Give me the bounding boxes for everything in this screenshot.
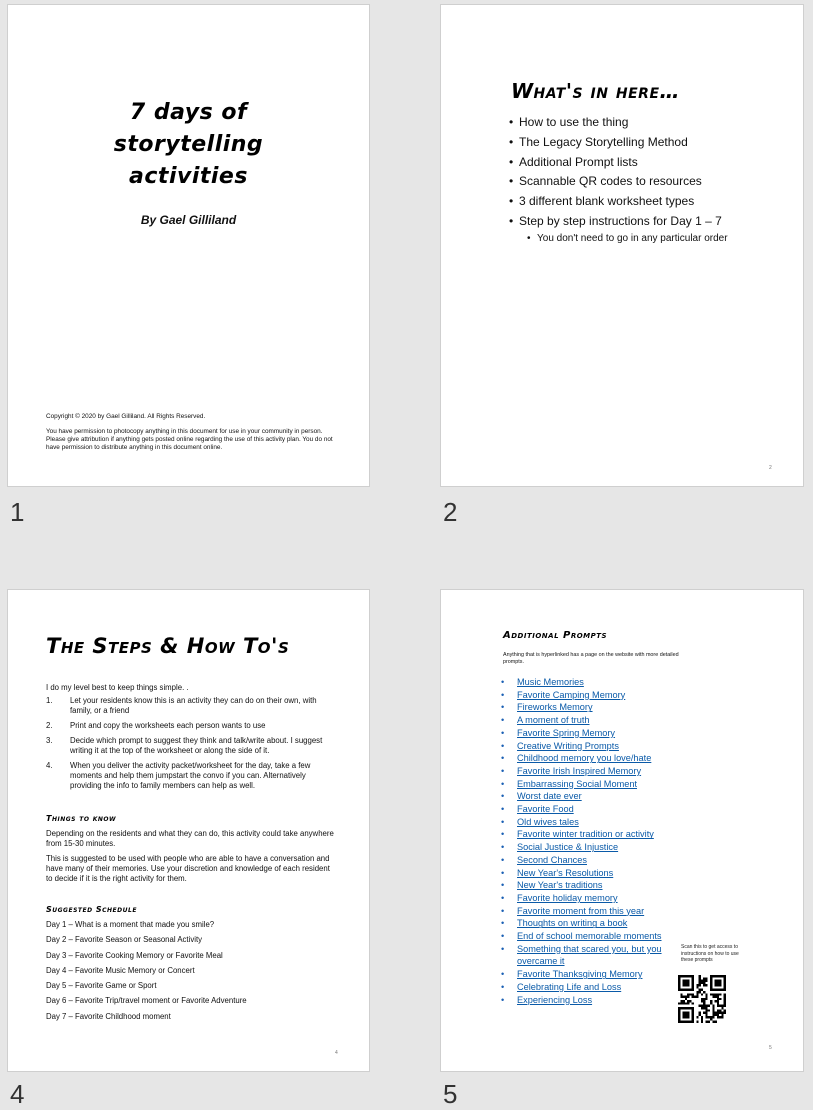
list-item: • Additional Prompt lists xyxy=(509,154,638,169)
list-item: Day 7 – Favorite Childhood moment xyxy=(46,1011,171,1021)
prompt-list-item xyxy=(501,879,691,892)
bullet: • xyxy=(501,727,505,738)
prompt-list-item xyxy=(501,676,691,689)
page-thumbnail-2[interactable] xyxy=(440,4,804,487)
list-item: Day 1 – What is a moment that made you smile? xyxy=(46,920,215,929)
prompt-link[interactable]: Creative Writing Prompts xyxy=(517,740,619,751)
prompt-list-item xyxy=(501,994,691,1007)
prompt-list-item xyxy=(501,905,691,918)
prompt-link[interactable]: Second Chances xyxy=(517,854,587,865)
bullet: • xyxy=(501,689,505,700)
prompts-list xyxy=(501,676,691,1006)
list-item: • Step by step instructions for Day 1 – 7 xyxy=(509,213,722,228)
prompt-list-item xyxy=(501,968,691,981)
bullet: • xyxy=(501,892,505,903)
page-label-4: 4 xyxy=(10,1079,25,1109)
page-number: 4 xyxy=(335,1050,338,1056)
prompt-link[interactable]: A moment of truth xyxy=(517,715,590,726)
list-item: Day 6 – Favorite Trip/travel moment or Favorite Adventure xyxy=(46,996,247,1006)
bullet: • xyxy=(501,905,505,916)
page-thumbnail-1[interactable] xyxy=(7,4,370,487)
prompt-link[interactable]: Fireworks Memory xyxy=(517,702,593,713)
list-item: • How to use the thing xyxy=(509,115,629,129)
page-thumbnail-5[interactable] xyxy=(440,589,804,1072)
list-item: 2. Print and copy the worksheets each person wants to use xyxy=(46,721,266,730)
prompt-link[interactable]: Favorite winter tradition or activity xyxy=(517,829,654,840)
cover-title-line: storytelling xyxy=(113,132,264,157)
cover-title-line: 7 days of xyxy=(129,100,248,125)
copyright-text: Copyright © 2020 by Gael Gilliland. All Rights Reserved. xyxy=(46,413,206,420)
prompt-list-item xyxy=(501,790,691,803)
prompt-link[interactable]: Favorite Irish Inspired Memory xyxy=(517,765,642,776)
steps-list xyxy=(46,696,336,796)
bullet: • xyxy=(501,842,505,853)
list-item: Day 4 – Favorite Music Memory or Concert xyxy=(46,965,195,975)
list-item: 4. When you deliver the activity packet/worksheet for the day, take a few moments and help them jumpstart the convo if you can. Alternatively providing the info to family members can help as well. xyxy=(46,761,311,790)
bullet: • xyxy=(501,677,505,687)
prompt-list-item xyxy=(501,917,691,930)
prompt-list-item xyxy=(501,930,691,943)
bullet: • xyxy=(501,702,505,713)
prompt-list-item xyxy=(501,714,691,727)
bullet: • xyxy=(501,994,505,1005)
prompt-list-item xyxy=(501,727,691,740)
prompt-link[interactable]: New Year's Resolutions xyxy=(517,867,614,878)
prompt-link[interactable]: Embarrassing Social Moment xyxy=(517,778,637,789)
prompt-link[interactable]: Old wives tales xyxy=(517,816,579,827)
prompt-link[interactable]: Favorite Spring Memory xyxy=(517,727,616,738)
prompt-link[interactable]: New Year's traditions xyxy=(517,880,603,891)
prompt-link[interactable]: End of school memorable moments xyxy=(517,931,662,942)
prompt-list-item xyxy=(501,841,691,854)
intro-text: I do my level best to keep things simple. . xyxy=(46,683,189,692)
list-item: Day 2 – Favorite Season or Seasonal Activity xyxy=(46,935,203,945)
page-label-5: 5 xyxy=(443,1079,458,1109)
prompt-list-item xyxy=(501,854,691,867)
bullet: • xyxy=(501,867,505,878)
list-item: 3. Decide which prompt to suggest they think and talk/write about. I suggest writing it at the top of the worksheet or along the side of it. xyxy=(46,736,323,755)
prompt-list-item xyxy=(501,803,691,816)
prompt-link[interactable]: Favorite Food xyxy=(517,804,574,815)
list-item: 1. Let your residents know this is an activity they can do on their own, with family, or a friend xyxy=(46,696,317,715)
bullet: • xyxy=(501,981,505,992)
bullet: • xyxy=(501,778,505,789)
prompt-list-item xyxy=(501,778,691,791)
prompt-list-item xyxy=(501,816,691,829)
prompt-link[interactable]: Thoughts on writing a book xyxy=(517,918,628,929)
qr-code-icon[interactable] xyxy=(678,975,726,1023)
bullet: • xyxy=(501,715,505,726)
prompt-link[interactable]: Favorite Thanksgiving Memory xyxy=(517,969,643,980)
list-item: Day 3 – Favorite Cooking Memory or Favorite Meal xyxy=(46,950,223,960)
things-paragraph: This is suggested to be used with people who are able to have a conversation and have many of their memories. Use your discretion and knowledge of each resident to decide if it is the right activity for them. xyxy=(46,854,330,883)
prompt-list-item xyxy=(501,892,691,905)
bullet: • xyxy=(501,918,505,929)
bullet: • xyxy=(501,753,505,764)
prompt-list-item xyxy=(501,867,691,880)
prompts-heading: Additional Prompts xyxy=(503,630,608,641)
bullet: • xyxy=(501,804,505,815)
list-item: • Scannable QR codes to resources xyxy=(509,174,702,189)
page-number: 5 xyxy=(769,1045,772,1051)
things-heading: Things to know xyxy=(46,814,117,823)
things-paragraph: Depending on the residents and what they can do, this activity could take anywhere from 15-30 minutes. xyxy=(46,829,334,848)
prompt-link[interactable]: Favorite moment from this year xyxy=(517,905,645,916)
prompt-link[interactable]: Worst date ever xyxy=(517,791,582,802)
page-label-2: 2 xyxy=(443,497,458,527)
prompt-link[interactable]: Favorite Camping Memory xyxy=(517,689,626,700)
prompt-list-item xyxy=(501,981,691,994)
prompt-link[interactable]: Music Memories xyxy=(517,677,584,687)
schedule-list xyxy=(46,920,247,1027)
author-line: By Gael Gilliland xyxy=(140,213,237,227)
page-label-1: 1 xyxy=(10,497,25,527)
list-item: Day 5 – Favorite Game or Sport xyxy=(46,981,157,991)
bullet: • xyxy=(501,943,505,954)
prompt-list-item xyxy=(501,701,691,714)
steps-heading: The Steps & How To's xyxy=(46,634,290,658)
prompt-link[interactable]: Social Justice & Injustice xyxy=(517,842,619,853)
page-thumbnail-4[interactable] xyxy=(7,589,370,1072)
list-subitem: • You don't need to go in any particular order xyxy=(527,232,728,244)
schedule-heading: Suggested Schedule xyxy=(46,905,137,914)
bullet: • xyxy=(501,740,505,751)
list-item: • 3 different blank worksheet types xyxy=(509,194,695,209)
bullet: • xyxy=(501,880,505,891)
prompt-list-item xyxy=(501,752,691,765)
prompt-link[interactable]: Favorite holiday memory xyxy=(517,892,618,903)
prompt-link[interactable]: Childhood memory you love/hate xyxy=(517,753,652,764)
bullet: • xyxy=(501,854,505,865)
bullet: • xyxy=(501,829,505,840)
contents-list xyxy=(509,113,799,246)
prompt-list-item xyxy=(501,765,691,778)
cover-title-line: activities xyxy=(129,164,248,189)
qr-note: Scan this to get access to instructions on how to use these prompts xyxy=(681,944,739,964)
page-number: 2 xyxy=(769,465,772,471)
prompt-list-item xyxy=(501,828,691,841)
prompt-link[interactable]: Celebrating Life and Loss xyxy=(517,981,622,992)
prompt-link[interactable]: Something that scared you, but you overcame it xyxy=(517,943,662,967)
prompt-list-item xyxy=(501,740,691,753)
cover-title xyxy=(8,97,369,193)
contents-heading: What's in here… xyxy=(511,79,681,103)
bullet: • xyxy=(501,765,505,776)
prompt-list-item xyxy=(501,689,691,702)
permission-text: You have permission to photocopy anything in this document for use in your community in person. Please give attribution if anything gets posted online regarding the use of this activity plan. You do not have permission to distribute anything in this document online. xyxy=(46,428,333,451)
prompt-list-item xyxy=(501,943,691,968)
prompt-link[interactable]: Experiencing Loss xyxy=(517,994,593,1005)
bullet: • xyxy=(501,931,505,942)
prompts-note: Anything that is hyperlinked has a page on the website with more detailed prompts. xyxy=(503,652,679,665)
bullet: • xyxy=(501,791,505,802)
bullet: • xyxy=(501,969,505,980)
list-item: • The Legacy Storytelling Method xyxy=(509,134,688,149)
bullet: • xyxy=(501,816,505,827)
